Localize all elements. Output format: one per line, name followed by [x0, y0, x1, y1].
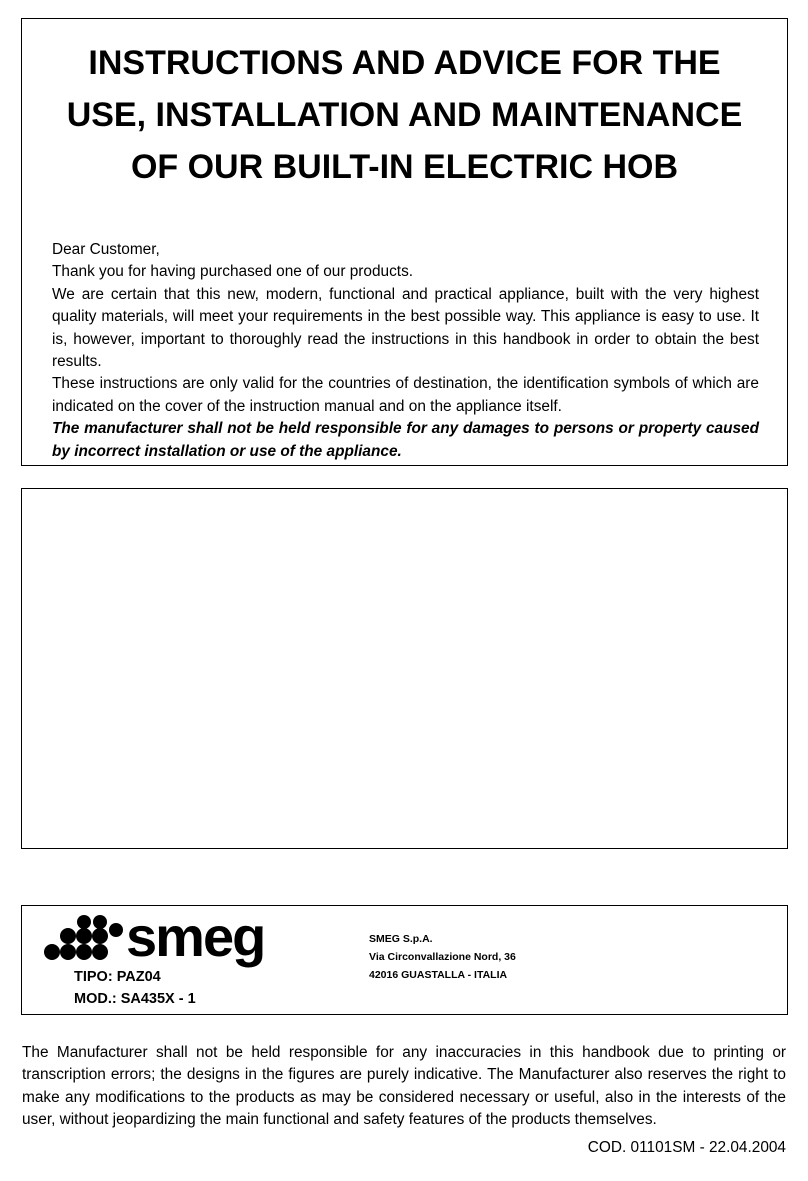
- intro-box: [21, 18, 788, 466]
- thanks-line: Thank you for having purchased one of our products.: [52, 263, 414, 281]
- title-line-1: INSTRUCTIONS AND ADVICE FOR THE: [88, 44, 721, 82]
- company-name: SMEG S.p.A.: [369, 933, 433, 945]
- tipo-label: TIPO: PAZ04: [74, 969, 161, 985]
- smeg-logo: [40, 912, 300, 974]
- greeting: Dear Customer,: [52, 241, 160, 258]
- brand-wordmark: smeg: [126, 912, 265, 968]
- intro-paragraph-1: We are certain that this new, modern, functional and practical appliance, built with the very highest quality materials, will meet your requirements in the best possible way. This appliance is easy to use. It is, however, important to thoroughly read the instructions in this handbook in order to obtain the best results.: [52, 285, 759, 371]
- document-code: COD. 01101SM - 22.04.2004: [587, 1139, 786, 1156]
- model-info: [74, 966, 196, 1010]
- title-line-3: OF OUR BUILT-IN ELECTRIC HOB: [130, 148, 679, 186]
- company-address: [369, 930, 516, 984]
- intro-paragraph-2: These instructions are only valid for the countries of destination, the identification symbols of which are indicated on the cover of the instruction manual and on the appliance itself.: [52, 375, 759, 415]
- title-line-2: USE, INSTALLATION AND MAINTENANCE: [66, 96, 743, 134]
- page-title: [22, 37, 787, 193]
- model-label: MOD.: SA435X - 1: [74, 991, 196, 1007]
- company-city: 42016 GUASTALLA - ITALIA: [369, 969, 508, 981]
- liability-warning: The manufacturer shall not be held responsible for any damages to persons or property caused by incorrect installation or use of the appliance.: [52, 420, 759, 460]
- product-label: [21, 905, 788, 1015]
- company-street: Via Circonvallazione Nord, 36: [369, 951, 516, 963]
- intro-text: [52, 239, 759, 463]
- empty-image-frame: [21, 488, 788, 849]
- disclaimer: The Manufacturer shall not be held responsible for any inaccuracies in this handbook due to printing or transcription errors; the designs in the figures are purely indicative. The Manufacturer also reserves the right to make any modifications to the products as may be considered necessary or useful, also in the interests of the user, without jeopardizing the main functional and safety features of the products themselves.: [22, 1044, 786, 1129]
